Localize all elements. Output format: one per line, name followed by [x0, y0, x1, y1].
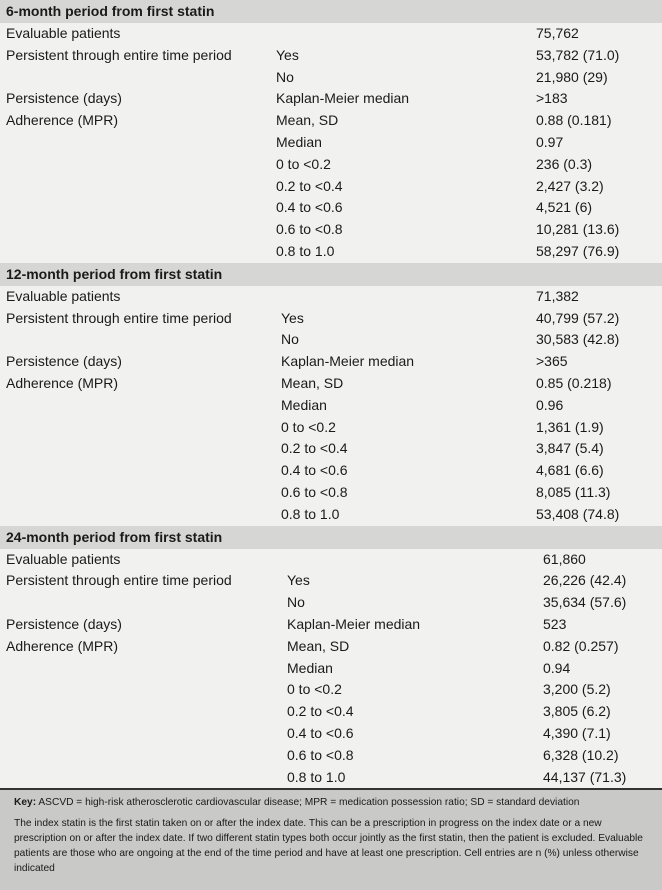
table-row	[0, 176, 662, 198]
row-value: 523	[543, 615, 567, 632]
row-sublabel: 0.4 to <0.6	[276, 199, 343, 216]
section-title: 6-month period from first statin	[0, 0, 662, 23]
row-sublabel: Kaplan-Meier median	[276, 90, 410, 107]
table-row	[0, 241, 662, 263]
table-row	[0, 88, 662, 110]
section-12-month	[0, 263, 662, 526]
row-label: Adherence (MPR)	[6, 637, 119, 654]
row-sublabel: 0 to <0.2	[281, 418, 336, 435]
row-sublabel: 0.8 to 1.0	[276, 242, 335, 259]
table-row	[0, 110, 662, 132]
row-value: 2,427 (3.2)	[536, 177, 604, 194]
table-row	[0, 197, 662, 219]
section-title: 24-month period from first statin	[0, 526, 662, 549]
row-label: Persistent through entire time period	[6, 309, 232, 326]
row-value: 44,137 (71.3)	[543, 768, 627, 785]
row-value: 30,583 (42.8)	[536, 331, 620, 348]
key-text: ASCVD = high-risk atherosclerotic cardiovascular disease; MPR = medication possession ratio; SD = standard deviation	[38, 797, 580, 809]
footnote-text: The index statin is the first statin taken on or after the index date. This can be a prescription in progress on the index date or a new prescription on or after the index date. If two different statin types both occur jointly as the first statin, then the patient is excluded. Evaluable patients are those who are ongoing at the end of the time period and have at least one prescription. Cell entries are n (%) unless otherwise indicated	[14, 818, 643, 875]
row-sublabel: Yes	[276, 46, 299, 63]
row-value: >183	[536, 90, 568, 107]
table-row	[0, 701, 662, 723]
table-row	[0, 460, 662, 482]
row-label: Persistence (days)	[6, 353, 122, 370]
table-row	[0, 308, 662, 330]
row-sublabel: Yes	[281, 309, 304, 326]
table-row	[0, 329, 662, 351]
row-sublabel: 0.2 to <0.4	[281, 440, 348, 457]
table-footnote	[0, 788, 662, 890]
table-row	[0, 658, 662, 680]
table-row	[0, 219, 662, 241]
section-24-month	[0, 526, 662, 789]
table-row	[0, 549, 662, 571]
row-value: 4,390 (7.1)	[543, 724, 611, 741]
row-sublabel: 0 to <0.2	[276, 155, 331, 172]
row-value: 40,799 (57.2)	[536, 309, 620, 326]
row-value: >365	[536, 353, 568, 370]
row-value: 0.85 (0.218)	[536, 374, 612, 391]
table-row	[0, 395, 662, 417]
section-6-month	[0, 0, 662, 263]
row-label: Persistence (days)	[6, 90, 122, 107]
table-row	[0, 438, 662, 460]
row-value: 4,681 (6.6)	[536, 462, 604, 479]
section-rows	[0, 23, 662, 263]
key-label: Key:	[14, 797, 37, 809]
table-row	[0, 351, 662, 373]
row-value: 4,521 (6)	[536, 199, 593, 216]
row-sublabel: Median	[276, 133, 322, 150]
row-value: 61,860	[543, 550, 586, 567]
row-value: 53,782 (71.0)	[536, 46, 620, 63]
row-sublabel: No	[287, 594, 305, 611]
row-value: 0.96	[536, 396, 564, 413]
row-sublabel: 0 to <0.2	[287, 681, 342, 698]
table-row	[0, 154, 662, 176]
table-row	[0, 373, 662, 395]
row-value: 1,361 (1.9)	[536, 418, 604, 435]
table-row	[0, 614, 662, 636]
table-row	[0, 679, 662, 701]
row-sublabel: 0.4 to <0.6	[287, 724, 354, 741]
table-row	[0, 504, 662, 526]
table-row	[0, 723, 662, 745]
section-title: 12-month period from first statin	[0, 263, 662, 286]
row-value: 53,408 (74.8)	[536, 505, 620, 522]
row-sublabel: Mean, SD	[287, 637, 350, 654]
row-value: 0.82 (0.257)	[543, 637, 619, 654]
row-sublabel: 0.6 to <0.8	[276, 221, 343, 238]
row-value: 3,200 (5.2)	[543, 681, 611, 698]
table-row	[0, 636, 662, 658]
row-value: 21,980 (29)	[536, 68, 608, 85]
row-sublabel: 0.4 to <0.6	[281, 462, 348, 479]
row-value: 0.97	[536, 133, 564, 150]
row-sublabel: 0.6 to <0.8	[287, 746, 354, 763]
row-label: Persistent through entire time period	[6, 572, 232, 589]
row-value: 58,297 (76.9)	[536, 242, 620, 259]
table-row	[0, 23, 662, 45]
row-sublabel: 0.2 to <0.4	[287, 703, 354, 720]
row-sublabel: 0.6 to <0.8	[281, 483, 348, 500]
table-row	[0, 745, 662, 767]
section-rows	[0, 286, 662, 526]
row-value: 3,805 (6.2)	[543, 703, 611, 720]
key-line	[14, 795, 648, 810]
table-row	[0, 67, 662, 89]
row-sublabel: Kaplan-Meier median	[281, 353, 415, 370]
row-label: Persistence (days)	[6, 615, 122, 632]
row-label: Evaluable patients	[6, 287, 121, 304]
row-sublabel: Mean, SD	[281, 374, 344, 391]
table-row	[0, 570, 662, 592]
row-value: 0.94	[543, 659, 571, 676]
row-value: 26,226 (42.4)	[543, 572, 627, 589]
table-row	[0, 482, 662, 504]
row-value: 0.88 (0.181)	[536, 112, 612, 129]
row-sublabel: No	[276, 68, 294, 85]
table-row	[0, 767, 662, 789]
row-sublabel: 0.2 to <0.4	[276, 177, 343, 194]
row-label: Evaluable patients	[6, 25, 121, 41]
row-sublabel: Yes	[287, 572, 310, 589]
row-label: Adherence (MPR)	[6, 112, 119, 129]
table-row	[0, 132, 662, 154]
row-value: 236 (0.3)	[536, 155, 593, 172]
row-value: 10,281 (13.6)	[536, 221, 620, 238]
row-label: Evaluable patients	[6, 550, 121, 567]
row-sublabel: 0.8 to 1.0	[281, 505, 340, 522]
table-row	[0, 417, 662, 439]
row-value: 3,847 (5.4)	[536, 440, 604, 457]
table-row	[0, 286, 662, 308]
row-sublabel: Median	[287, 659, 333, 676]
row-sublabel: Mean, SD	[276, 112, 339, 129]
row-value: 8,085 (11.3)	[536, 483, 611, 500]
row-value: 75,762	[536, 25, 579, 41]
row-label: Adherence (MPR)	[6, 374, 119, 391]
section-rows	[0, 549, 662, 789]
row-sublabel: 0.8 to 1.0	[287, 768, 346, 785]
row-value: 71,382	[536, 287, 579, 304]
table-row	[0, 592, 662, 614]
row-sublabel: Kaplan-Meier median	[287, 615, 421, 632]
table-row	[0, 45, 662, 67]
row-sublabel: No	[281, 331, 299, 348]
row-value: 35,634 (57.6)	[543, 594, 627, 611]
row-sublabel: Median	[281, 396, 327, 413]
row-value: 6,328 (10.2)	[543, 746, 619, 763]
row-label: Persistent through entire time period	[6, 46, 232, 63]
